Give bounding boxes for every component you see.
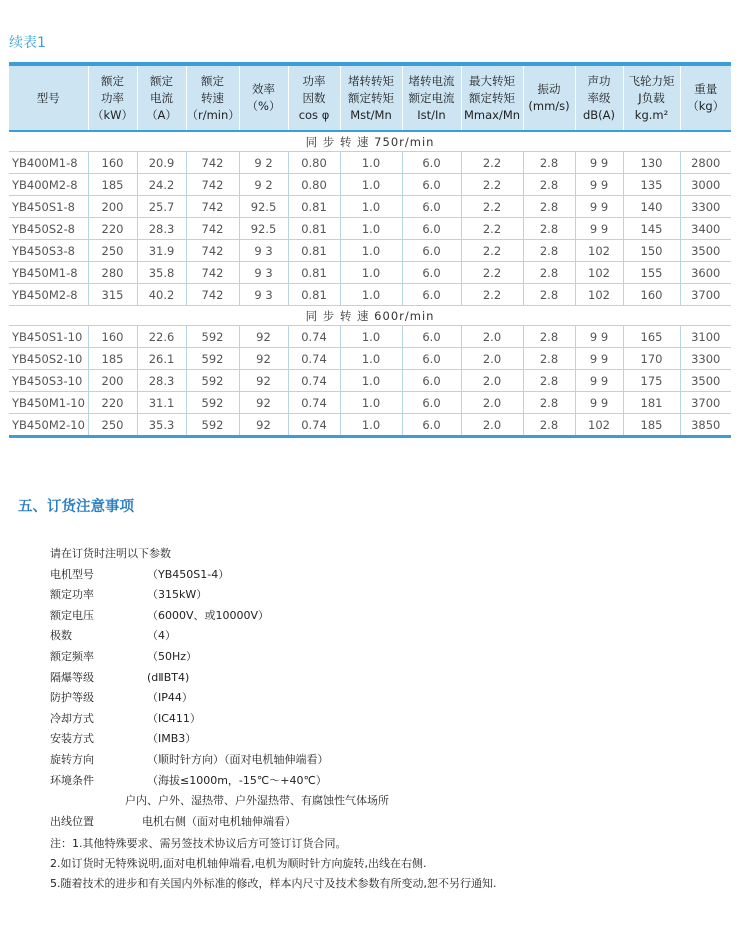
table-cell: 2.8	[523, 370, 575, 392]
param-value: （315kW）	[147, 588, 208, 602]
column-header	[680, 64, 731, 131]
table-cell: 250	[88, 240, 137, 262]
param-label: 额定频率	[50, 649, 94, 663]
param-label: 极数	[50, 629, 72, 643]
table-cell: 35.3	[137, 414, 186, 437]
param-value: （海拔≤1000m，-15℃～+40℃）	[147, 773, 327, 787]
table-cell: 2.0	[461, 326, 523, 348]
table-cell: 1.0	[340, 414, 402, 437]
table-cell: 2.0	[461, 392, 523, 414]
table-cell: 0.81	[288, 262, 340, 284]
table-cell: 6.0	[402, 240, 461, 262]
section-row	[9, 306, 731, 326]
table-cell: 0.81	[288, 196, 340, 218]
table-cell: 6.0	[402, 392, 461, 414]
table-cell: 92	[239, 392, 288, 414]
param-value: （IMB3）	[147, 732, 197, 746]
header-line: （kW）	[91, 107, 134, 122]
notes	[50, 834, 497, 894]
column-header	[137, 64, 186, 131]
table-cell: 28.3	[137, 218, 186, 240]
table-cell: 1.0	[340, 326, 402, 348]
param-label: 额定功率	[50, 588, 94, 602]
header-line: 转速	[201, 90, 224, 105]
order-param-line	[50, 709, 389, 730]
header-line: 电流	[150, 90, 173, 105]
table-cell: 742	[186, 196, 239, 218]
table-cell: 1.0	[340, 392, 402, 414]
table-cell: 185	[88, 174, 137, 196]
table-cell: 592	[186, 348, 239, 370]
column-header	[88, 64, 137, 131]
table-cell: 9 9	[575, 370, 623, 392]
param-value: （IC411）	[147, 711, 201, 725]
table-cell: 2.8	[523, 240, 575, 262]
table-row	[9, 370, 731, 392]
table-cell: 6.0	[402, 174, 461, 196]
model-cell: YB450M1-8	[9, 262, 88, 284]
table-body	[9, 131, 731, 437]
table-cell: 3300	[680, 348, 731, 370]
table-cell: 181	[623, 392, 680, 414]
table-cell: 1.0	[340, 152, 402, 174]
table-cell: 26.1	[137, 348, 186, 370]
table-cell: 92	[239, 414, 288, 437]
header-line: 率级	[587, 90, 611, 105]
table-cell: 0.81	[288, 240, 340, 262]
header-line: 额定	[201, 73, 224, 88]
column-header	[523, 64, 575, 131]
model-cell: YB450S2-8	[9, 218, 88, 240]
section-title: 同 步 转 速 600r/min	[9, 306, 731, 326]
table-cell: 31.1	[137, 392, 186, 414]
table-cell: 2.2	[461, 284, 523, 306]
table-row	[9, 326, 731, 348]
table-cell: 0.74	[288, 414, 340, 437]
table-cell: 6.0	[402, 370, 461, 392]
param-value: （IP44）	[147, 691, 193, 705]
table-cell: 2.8	[523, 174, 575, 196]
table-cell: 0.81	[288, 218, 340, 240]
table-cell: 2.2	[461, 174, 523, 196]
order-param-line	[50, 565, 389, 586]
table-cell: 102	[575, 414, 623, 437]
header-line: 飞轮力矩	[628, 73, 675, 88]
table-cell: 1.0	[340, 284, 402, 306]
header-line: 最大转矩	[469, 73, 515, 88]
table-cell: 3300	[680, 196, 731, 218]
model-cell: YB450S2-10	[9, 348, 88, 370]
column-header	[9, 64, 88, 131]
header-line: 因数	[302, 90, 326, 105]
table-cell: 0.74	[288, 370, 340, 392]
order-param-line	[50, 626, 389, 647]
header-line: 额定	[150, 73, 173, 88]
table-cell: 2.0	[461, 414, 523, 437]
order-parameters	[50, 544, 389, 832]
table-cell: 3500	[680, 370, 731, 392]
note-line: 5.随着技术的进步和有关国内外标准的修改，样本内尺寸及技术参数有所变动,恕不另行通知.	[50, 877, 497, 890]
table-cell: 2.8	[523, 348, 575, 370]
header-line: (mm/s)	[528, 99, 570, 113]
column-header	[575, 64, 623, 131]
table-cell: 102	[575, 284, 623, 306]
param-value: （50Hz）	[147, 649, 198, 663]
table-cell: 150	[623, 240, 680, 262]
param-value: 电机右侧（面对电机轴伸端看）	[142, 814, 296, 828]
model-cell: YB450S3-10	[9, 370, 88, 392]
header-line: 堵转转矩	[348, 73, 394, 88]
param-value: （顺时针方向）（面对电机轴伸端看）	[147, 752, 329, 766]
table-cell: 9 9	[575, 174, 623, 196]
order-param-line	[50, 729, 389, 750]
outlet-position-line	[50, 812, 389, 833]
table-cell: 2.2	[461, 240, 523, 262]
order-param-line	[50, 606, 389, 627]
column-header	[288, 64, 340, 131]
header-line: 额定	[101, 73, 124, 88]
table-cell: 28.3	[137, 370, 186, 392]
table-cell: 92	[239, 370, 288, 392]
table-cell: 6.0	[402, 218, 461, 240]
table-cell: 6.0	[402, 262, 461, 284]
table-cell: 9 9	[575, 392, 623, 414]
table-cell: 742	[186, 284, 239, 306]
header-line: J负载	[638, 90, 665, 105]
header-line: Mst/Mn	[350, 107, 392, 122]
table-cell: 3600	[680, 262, 731, 284]
table-cell: 592	[186, 370, 239, 392]
model-cell: YB450S1-10	[9, 326, 88, 348]
order-param-line	[50, 750, 389, 771]
table-cell: 170	[623, 348, 680, 370]
table-cell: 592	[186, 326, 239, 348]
table-row	[9, 392, 731, 414]
table-cell: 31.9	[137, 240, 186, 262]
header-line: 型号	[36, 90, 60, 105]
section-heading: 五、订货注意事项	[18, 499, 134, 515]
table-cell: 1.0	[340, 348, 402, 370]
table-cell: 1.0	[340, 262, 402, 284]
header-line: 功率	[101, 90, 124, 105]
param-label: 隔爆等级	[50, 670, 94, 684]
table-row	[9, 348, 731, 370]
header-line: 堵转电流	[408, 73, 455, 88]
table-cell: 140	[623, 196, 680, 218]
header-line: kg.m²	[634, 107, 669, 122]
header-line: （r/min）	[186, 107, 240, 122]
motor-spec-table	[9, 62, 731, 438]
header-line: 声功	[587, 73, 611, 88]
table-cell: 92.5	[239, 218, 288, 240]
table-header-row	[9, 64, 731, 131]
param-label: 防护等级	[50, 691, 94, 705]
order-param-line	[50, 688, 389, 709]
table-cell: 2.2	[461, 196, 523, 218]
table-cell: 2.2	[461, 152, 523, 174]
table-cell: 2.2	[461, 262, 523, 284]
table-cell: 185	[623, 414, 680, 437]
table-cell: 3100	[680, 326, 731, 348]
table-row	[9, 240, 731, 262]
table-cell: 160	[88, 326, 137, 348]
table-cell: 9 3	[239, 240, 288, 262]
table-cell: 250	[88, 414, 137, 437]
model-cell: YB450M1-10	[9, 392, 88, 414]
table-cell: 3850	[680, 414, 731, 437]
table-row	[9, 262, 731, 284]
header-line: 效率	[252, 82, 275, 96]
table-cell: 742	[186, 218, 239, 240]
table-cell: 1.0	[340, 218, 402, 240]
order-intro: 请在订货时注明以下参数	[50, 547, 171, 560]
table-cell: 160	[88, 152, 137, 174]
table-cell: 92	[239, 326, 288, 348]
param-label: 出线位置	[50, 814, 94, 828]
table-cell: 3500	[680, 240, 731, 262]
table-cell: 24.2	[137, 174, 186, 196]
table-row	[9, 196, 731, 218]
table-cell: 135	[623, 174, 680, 196]
order-param-line	[50, 668, 389, 689]
table-cell: 9 3	[239, 284, 288, 306]
section-row	[9, 131, 731, 152]
model-cell: YB450M2-8	[9, 284, 88, 306]
header-line: （%）	[246, 99, 281, 113]
table-cell: 155	[623, 262, 680, 284]
table-title: 续表1	[9, 35, 46, 51]
table-cell: 592	[186, 414, 239, 437]
table-cell: 9 3	[239, 262, 288, 284]
table-cell: 9 2	[239, 174, 288, 196]
table-row	[9, 174, 731, 196]
section-title: 同 步 转 速 750r/min	[9, 131, 731, 152]
param-value: （YB450S1-4）	[147, 567, 230, 581]
table-cell: 35.8	[137, 262, 186, 284]
table-cell: 3400	[680, 218, 731, 240]
table-row	[9, 218, 731, 240]
table-cell: 3700	[680, 284, 731, 306]
table-cell: 20.9	[137, 152, 186, 174]
column-header	[340, 64, 402, 131]
table-cell: 6.0	[402, 348, 461, 370]
table-cell: 2.8	[523, 326, 575, 348]
table-cell: 9 2	[239, 152, 288, 174]
table-cell: 92.5	[239, 196, 288, 218]
header-line: 额定转矩	[469, 90, 515, 105]
table-cell: 22.6	[137, 326, 186, 348]
param-label: 冷却方式	[50, 711, 94, 725]
table-cell: 145	[623, 218, 680, 240]
header-line: 重量	[694, 82, 718, 96]
table-cell: 9 9	[575, 196, 623, 218]
param-label: 环境条件	[50, 773, 94, 787]
table-cell: 220	[88, 392, 137, 414]
model-cell: YB450M2-10	[9, 414, 88, 437]
model-cell: YB450S3-8	[9, 240, 88, 262]
table-cell: 2.8	[523, 392, 575, 414]
table-cell: 6.0	[402, 326, 461, 348]
note-line: 注：1.其他特殊要求、需另签技术协议后方可签订订货合同。	[50, 837, 347, 850]
table-cell: 742	[186, 240, 239, 262]
table-cell: 1.0	[340, 240, 402, 262]
table-cell: 0.80	[288, 174, 340, 196]
table-cell: 2.8	[523, 414, 575, 437]
note-line: 2.如订货时无特殊说明,面对电机轴伸端看,电机为顺时针方向旋转,出线在右侧.	[50, 857, 427, 870]
param-label: 旋转方向	[50, 752, 94, 766]
table-cell: 742	[186, 152, 239, 174]
table-cell: 2.8	[523, 284, 575, 306]
table-cell: 0.74	[288, 326, 340, 348]
order-param-line	[50, 771, 389, 792]
table-cell: 102	[575, 262, 623, 284]
table-cell: 6.0	[402, 284, 461, 306]
param-label: 安装方式	[50, 732, 94, 746]
table-cell: 1.0	[340, 196, 402, 218]
param-label: 电机型号	[50, 567, 94, 581]
table-cell: 160	[623, 284, 680, 306]
model-cell: YB400M1-8	[9, 152, 88, 174]
table-cell: 742	[186, 262, 239, 284]
table-cell: 6.0	[402, 196, 461, 218]
table-cell: 2.2	[461, 218, 523, 240]
table-cell: 2.8	[523, 152, 575, 174]
table-row	[9, 414, 731, 437]
table-cell: 0.74	[288, 348, 340, 370]
column-header	[186, 64, 239, 131]
table-cell: 165	[623, 326, 680, 348]
table-cell: 2.8	[523, 262, 575, 284]
table-cell: 0.74	[288, 392, 340, 414]
table-cell: 175	[623, 370, 680, 392]
table-row	[9, 152, 731, 174]
column-header	[461, 64, 523, 131]
table-cell: 130	[623, 152, 680, 174]
environment-detail: 户内、户外、湿热带、户外湿热带、有腐蚀性气体场所	[125, 794, 389, 808]
table-cell: 102	[575, 240, 623, 262]
param-value: （4）	[147, 629, 176, 643]
table-cell: 3000	[680, 174, 731, 196]
table-cell: 0.80	[288, 152, 340, 174]
table-cell: 92	[239, 348, 288, 370]
table-cell: 9 9	[575, 326, 623, 348]
header-line: 额定电流	[408, 90, 455, 105]
header-line: Ist/In	[417, 107, 446, 122]
table-cell: 9 9	[575, 218, 623, 240]
model-cell: YB450S1-8	[9, 196, 88, 218]
order-param-line	[50, 585, 389, 606]
table-cell: 280	[88, 262, 137, 284]
table-cell: 6.0	[402, 414, 461, 437]
table-cell: 1.0	[340, 174, 402, 196]
table-cell: 3700	[680, 392, 731, 414]
header-line: （kg）	[687, 99, 725, 113]
table-cell: 200	[88, 370, 137, 392]
model-cell: YB400M2-8	[9, 174, 88, 196]
table-cell: 185	[88, 348, 137, 370]
table-cell: 6.0	[402, 152, 461, 174]
table-cell: 2.8	[523, 218, 575, 240]
order-param-line	[50, 647, 389, 668]
table-cell: 2.8	[523, 196, 575, 218]
table-cell: 742	[186, 174, 239, 196]
header-line: （A）	[146, 107, 177, 122]
param-value: (dⅡBT4)	[147, 670, 190, 684]
table-cell: 315	[88, 284, 137, 306]
header-line: 额定转矩	[348, 90, 394, 105]
header-line: cos φ	[298, 107, 330, 122]
column-header	[402, 64, 461, 131]
table-cell: 2800	[680, 152, 731, 174]
column-header	[239, 64, 288, 131]
table-row	[9, 284, 731, 306]
table-cell: 9 9	[575, 348, 623, 370]
table-cell: 25.7	[137, 196, 186, 218]
header-line: 功率	[302, 73, 326, 88]
header-line: dB(A)	[582, 107, 616, 122]
table-cell: 0.81	[288, 284, 340, 306]
param-value: （6000V、或10000V）	[147, 608, 270, 622]
header-line: 振动	[537, 82, 561, 96]
table-cell: 592	[186, 392, 239, 414]
column-header	[623, 64, 680, 131]
table-cell: 200	[88, 196, 137, 218]
table-cell: 2.0	[461, 370, 523, 392]
table-cell: 9 9	[575, 152, 623, 174]
table-cell: 40.2	[137, 284, 186, 306]
table-cell: 1.0	[340, 370, 402, 392]
header-line: Mmax/Mn	[463, 107, 521, 122]
param-label: 额定电压	[50, 608, 94, 622]
table-cell: 2.0	[461, 348, 523, 370]
table-cell: 220	[88, 218, 137, 240]
